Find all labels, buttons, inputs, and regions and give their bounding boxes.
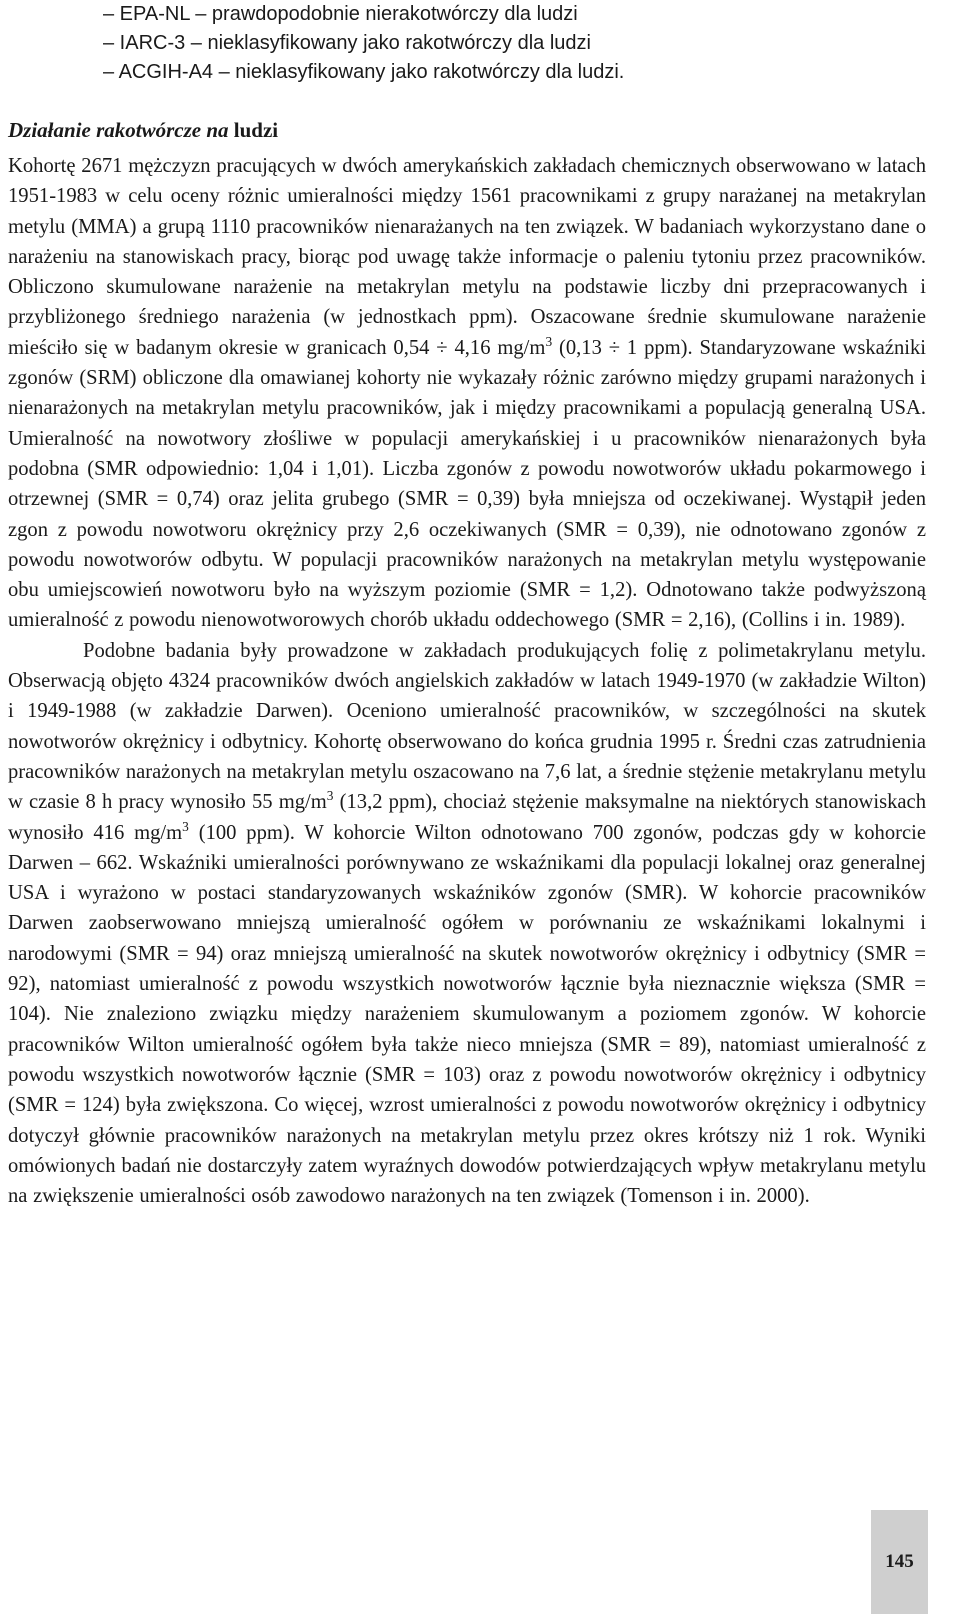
text-run: Podobne badania były prowadzone w zakładach produkujących folię z polimetakrylanu metylu. Obserwacją objęto 4324 pracowników dwóch angielskich zakładów w latach 1949-1970 (w zakładzie Wilton) i 1949-1988 (w zakładzie Darwen). Oceniono umieralność pracowników, w szczególności na skutek nowotworów okrężnicy i odbytnicy. Kohortę obserwowano do końca grudnia 1995 r. Średni czas zatrudnienia pracowników narażonych na metakrylan metylu oszacowano na 7,6 lat, a średnie stężenie metakrylanu metylu w czasie 8 h pracy wynosiło 55 mg/m [8, 639, 926, 814]
page-number-badge [871, 1510, 928, 1614]
list-item: – IARC-3 – nieklasyfikowany jako rakotwórczy dla ludzi [103, 32, 591, 54]
text-run: (100 ppm). W kohorcie Wilton odnotowano 700 zgonów, podczas gdy w kohorcie Darwen – 662. Wskaźniki umieralności porównywano ze wskaźnikami dla populacji lokalnej oraz generalnej USA i wyrażono w postaci standaryzowanych wskaźników zgonów (SMR). W kohorcie pracowników Darwen zaobserwowano mniejszą umieralność ogółem w porównaniu ze wskaźnikami lokalnymi i narodowymi (SMR = 94) oraz mniejszą umieralność na skutek nowotworów okrężnicy i odbytnicy (SMR = 92), natomiast umieralność z powodu wszystkich nowotworów łącznie była nieznacznie większa (SMR = 104). Nie znaleziono związku między narażeniem skumulowanym a poziomem zgonów. W kohorcie pracowników Wilton umieralność ogółem była także nieco mniejsza (SMR = 89), natomiast umieralność z powodu wszystkich nowotworów łącznie (SMR = 103) oraz z powodu nowotworów okrężnicy i odbytnicy (SMR = 124) była zwiększona. Co więcej, wzrost umieralności z powodu nowotworów okrężnicy i odbytnicy dotyczył głównie pracowników narażonych na metakrylan metylu przez okres krótszy niż 1 rok. Wyniki omówionych badań nie dostarczyły zatem wyraźnych dowodów potwierdzających wpływ metakrylanu metylu na zwiększenie umieralności osób zawodowo narażonych na ten związek (Tomenson i in. 2000). [8, 821, 926, 1208]
superscript: 3 [326, 788, 334, 804]
section-heading [8, 115, 926, 145]
text-run: (0,13 ÷ 1 ppm). Standaryzowane wskaźniki zgonów (SRM) obliczone dla omawianej kohorty nie wykazały różnic zarówno między grupami narażonych i nienarażonych na metakrylan metylu pracowników, jak i między pracownikami a populacją generalną USA. Umieralność na nowotwory złośliwe w populacji amerykańskiej i u pracowników nienarażonych była podobna (SMR odpowiednio: 1,04 i 1,01). Liczba zgonów z powodu nowotworów układu pokarmowego i otrzewnej (SMR = 0,74) oraz jelita grubego (SMR = 0,39) była mniejsza od oczekiwanej. Wystąpił jeden zgon z powodu nowotworu okrężnicy przy 2,6 oczekiwanych (SMR = 0,39), nie odnotowano zgonów z powodu nowotworów odbytu. W populacji pracowników narażonych na metakrylan metylu występowanie obu umiejscowień nowotworu było na wyższym poziomie (SMR = 1,2). Odnotowano także podwyższoną umieralność z powodu nienowotworowych chorób układu oddechowego (SMR = 2,16), (Collins i in. 1989). [8, 336, 926, 632]
list-item: – EPA-NL – prawdopodobnie nierakotwórczy dla ludzi [103, 3, 578, 25]
superscript: 3 [545, 333, 553, 349]
paragraph-collins-study [8, 151, 926, 636]
classification-list [103, 0, 926, 87]
superscript: 3 [182, 818, 189, 834]
section-heading-roman: ludzi [233, 118, 279, 142]
text-run: Kohortę 2671 mężczyzn pracujących w dwóch amerykańskich zakładach chemicznych obserwowano w latach 1951-1983 w celu oceny różnic umieralności między 1561 pracownikami z grupy narażanej na metakrylan metylu (MMA) a grupą 1110 pracowników nienarażanych na ten związek. W badaniach wykorzystano dane o narażeniu na stanowiskach pracy, biorąc pod uwagę także informacje o paleniu tytoniu przez pracowników. Obliczono skumulowane narażenie na metakrylan metylu na podstawie liczby dni przepracowanych i przybliżonego średniego narażenia (w jednostkach ppm). Oszacowane średnie skumulowane narażenie mieściło się w badanym okresie w granicach 0,54 ÷ 4,16 mg/m [8, 155, 926, 359]
list-item: – ACGIH-A4 – nieklasyfikowany jako rakotwórczy dla ludzi. [103, 61, 625, 83]
document-page [8, 0, 926, 1211]
page-number: 145 [885, 1551, 914, 1572]
text-run: (13,2 ppm), chociaż stężenie maksymalne na niektórych stanowiskach wynosiło 416 mg/m [8, 791, 926, 844]
section-heading-italic: Działanie rakotwórcze na [8, 118, 234, 142]
paragraph-tomenson-study [8, 636, 926, 1212]
